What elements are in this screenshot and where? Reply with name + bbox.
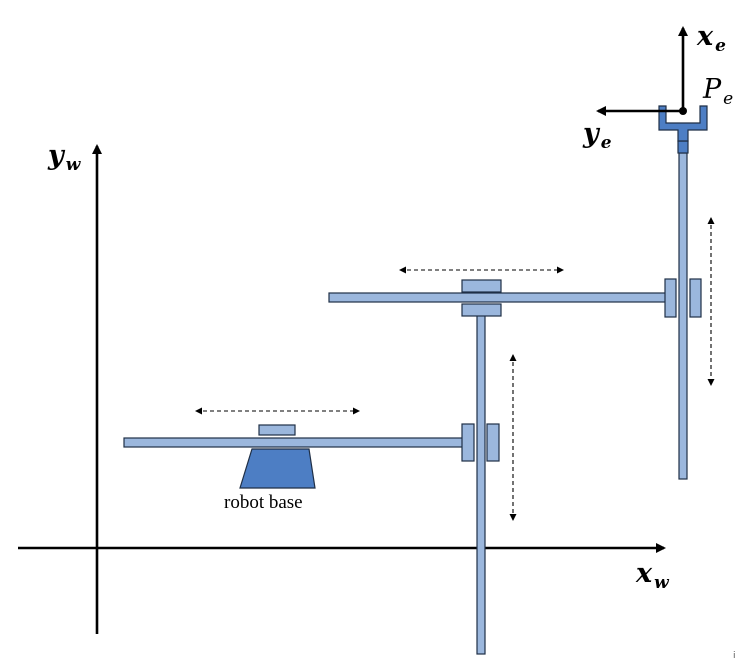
svg-text:yw xyxy=(47,140,82,175)
robot-base-label: robot base xyxy=(224,492,303,513)
svg-text:Pe xyxy=(702,74,733,109)
end-effector-point xyxy=(679,107,687,115)
end-effector-point-sub: e xyxy=(723,89,734,109)
end-effector-point-label xyxy=(702,74,733,109)
corner-mark: i xyxy=(733,651,736,661)
lower-joint-clamp-left xyxy=(462,424,474,461)
end-effector-x-sub: e xyxy=(715,36,726,56)
lower-horizontal-rail xyxy=(124,438,471,447)
upper-joint-clamp-left xyxy=(665,279,676,317)
lower-joint-clamp-right xyxy=(487,424,499,461)
upper-joint-clamp-right xyxy=(690,279,701,317)
end-effector-y-sub: e xyxy=(600,133,612,153)
middle-carriage-top xyxy=(462,280,501,292)
world-y-label xyxy=(47,140,82,175)
end-effector-y-label xyxy=(582,118,612,153)
robot-base-block xyxy=(240,449,315,488)
upper-horizontal-rail xyxy=(329,293,666,302)
base-carriage xyxy=(259,425,295,435)
end-effector-y-main: y xyxy=(583,118,599,149)
svg-text:xw xyxy=(635,558,670,593)
world-x-label xyxy=(635,558,670,593)
world-x-sub: w xyxy=(654,573,669,593)
world-y-sub: w xyxy=(65,155,81,175)
middle-carriage-bottom xyxy=(462,304,501,316)
svg-text:xe xyxy=(696,21,726,56)
end-effector-x-main: x xyxy=(697,21,714,52)
world-x-main: x xyxy=(636,558,653,589)
vertical-rail-1 xyxy=(477,312,485,654)
gripper-wrist xyxy=(678,141,688,153)
svg-text:ye xyxy=(582,118,612,153)
end-effector-point-main: P xyxy=(703,74,722,105)
vertical-rail-2 xyxy=(679,153,687,479)
end-effector-x-label xyxy=(696,21,726,56)
world-y-main: y xyxy=(48,140,64,171)
